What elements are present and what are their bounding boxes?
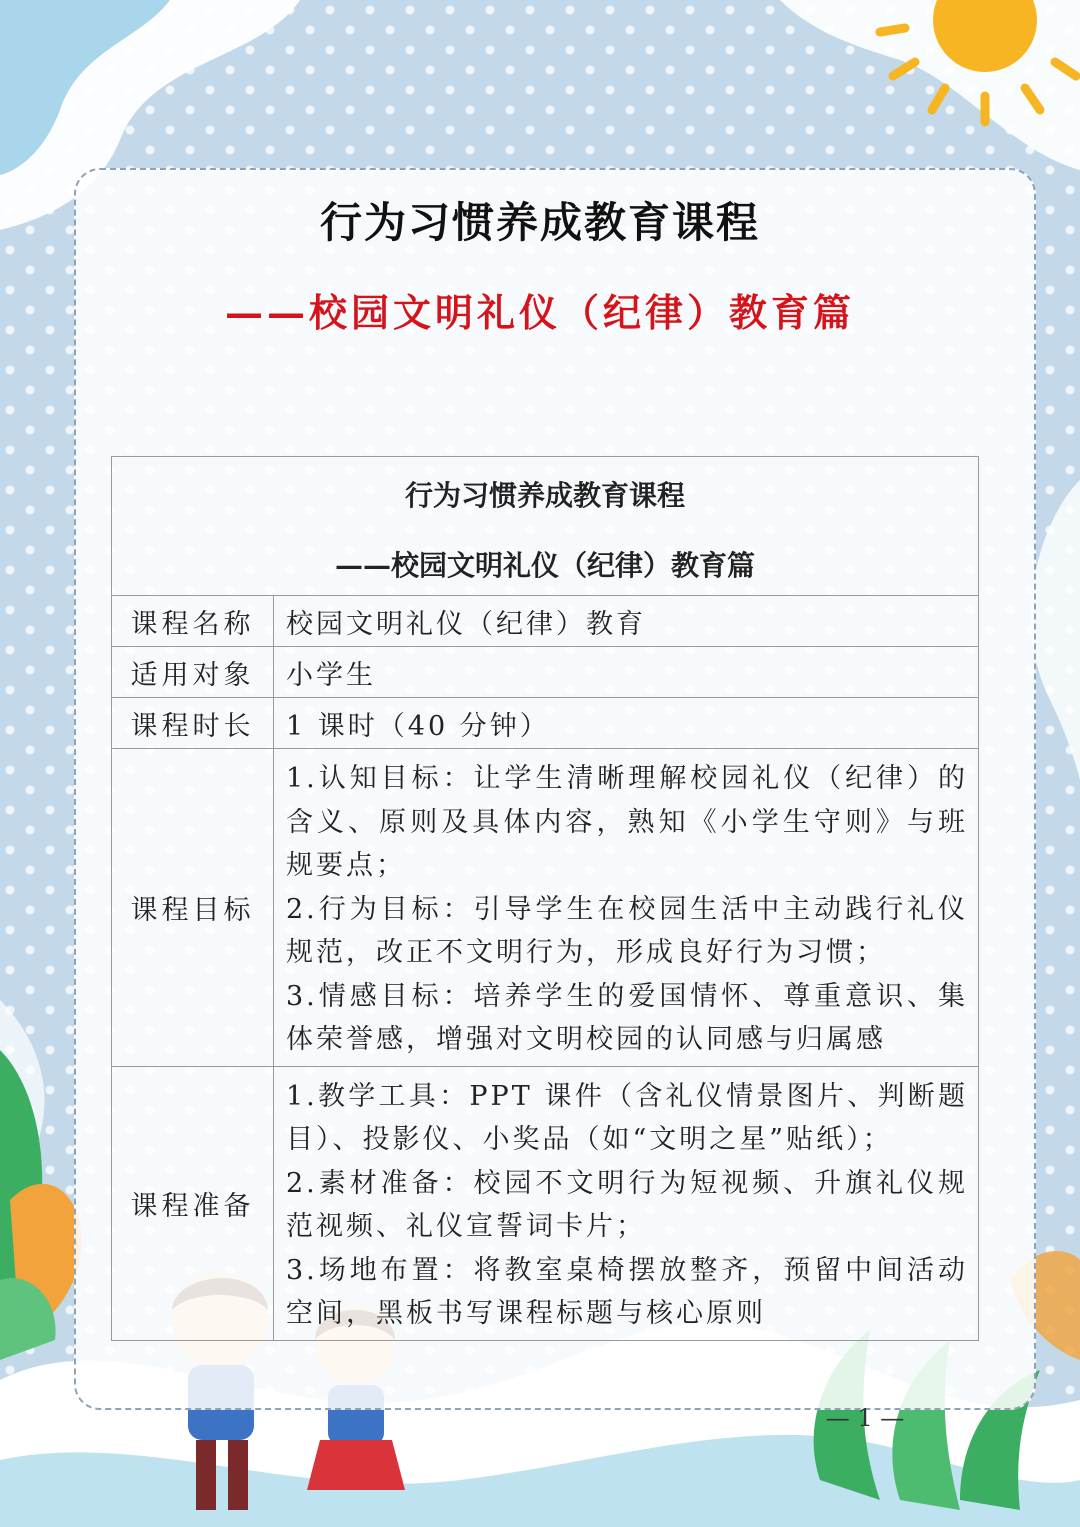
prep-item: 3.场地布置：将教室桌椅摆放整齐，预留中间活动空间，黑板书写课程标题与核心原则 [286,1254,969,1329]
row-value-audience: 小学生 [274,647,979,698]
page-subtitle: ——校园文明礼仪（纪律）教育篇 [224,290,855,335]
table-header-title: 行为习惯养成教育课程 [405,479,686,512]
row-value-goals [274,749,979,1067]
row-label-audience: 适用对象 [112,647,274,698]
page-number: — 1 — [825,1404,905,1432]
prep-item: 2.素材准备：校园不文明行为短视频、升旗礼仪规范视频、礼仪宣誓词卡片； [286,1167,969,1242]
table-row [112,698,979,749]
table-row [112,1066,979,1340]
row-value-course-name: 校园文明礼仪（纪律）教育 [274,596,979,647]
row-label-duration: 课程时长 [112,698,274,749]
row-label-course-name: 课程名称 [112,596,274,647]
row-label-goals: 课程目标 [112,749,274,1067]
course-table [111,456,979,1341]
goal-item: 2.行为目标：引导学生在校园生活中主动践行礼仪规范，改正不文明行为，形成良好行为习惯； [286,893,969,968]
table-row [112,596,979,647]
goal-item: 1.认知目标：让学生清晰理解校园礼仪（纪律）的含义、原则及具体内容，熟知《小学生守则》与班规要点； [286,763,969,881]
table-row [112,749,979,1067]
prep-item: 1.教学工具：PPT 课件（含礼仪情景图片、判断题目）、投影仪、小奖品（如“文明之星”贴纸）； [286,1080,969,1155]
row-value-duration: 1 课时（40 分钟） [274,698,979,749]
table-header-cell [112,457,979,596]
table-header-row [112,457,979,596]
page-title: 行为习惯养成教育课程 [319,198,760,247]
row-label-preparation: 课程准备 [112,1066,274,1340]
goal-item: 3.情感目标：培养学生的爱国情怀、尊重意识、集体荣誉感，增强对文明校园的认同感与归属感 [286,980,969,1055]
table-row [112,647,979,698]
table-header-subtitle: ——校园文明礼仪（纪律）教育篇 [335,549,756,582]
row-value-preparation [274,1066,979,1340]
